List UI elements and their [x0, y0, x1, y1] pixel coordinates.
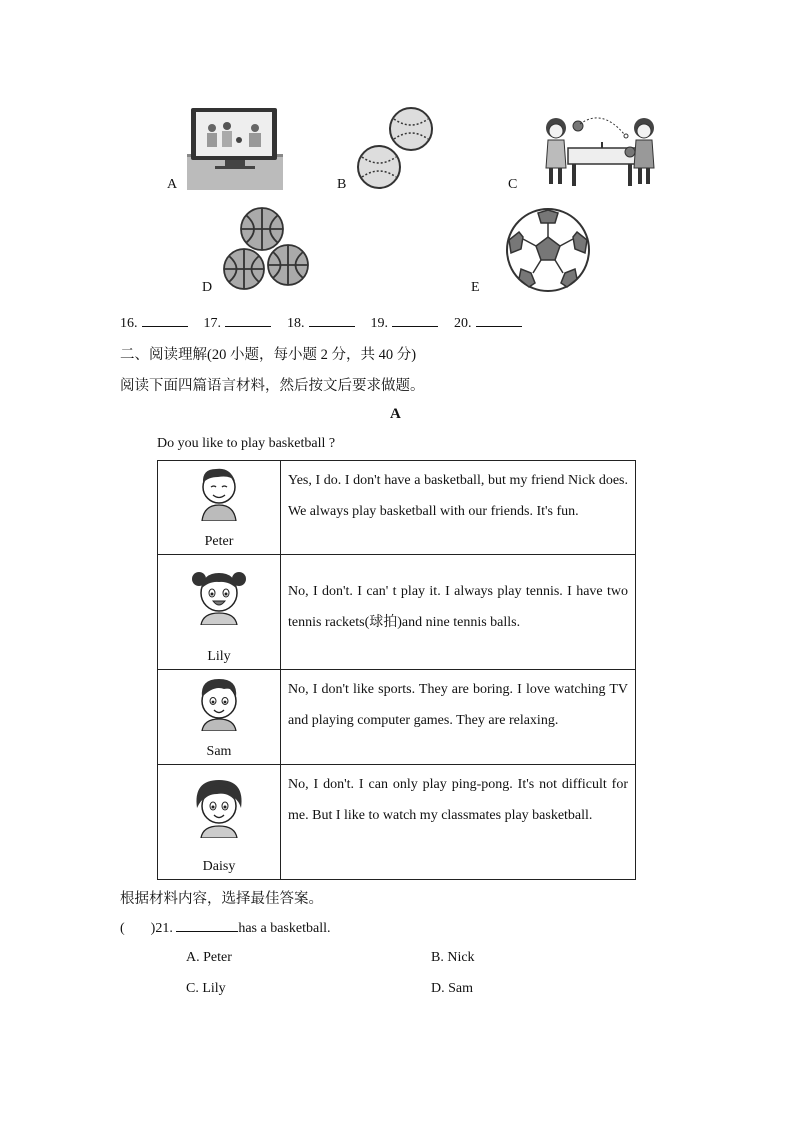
answer-18[interactable]: [287, 312, 355, 332]
person-cell-peter: [158, 461, 281, 555]
picture-label-c: C: [508, 177, 518, 192]
table-row: [158, 461, 636, 555]
girl-face-icon: [189, 774, 249, 838]
picture-d-basketballs: [222, 206, 312, 292]
answer-20[interactable]: [454, 312, 522, 332]
person-text: No, I don't. I can' t play it. I always play tennis. I have two tennis rackets(球拍)and nine tennis balls.: [281, 555, 636, 670]
option-c[interactable]: C. Lily: [186, 981, 226, 996]
choose-instruction: 根据材料内容，选择最佳答案。: [120, 891, 323, 907]
person-cell-sam: [158, 670, 281, 765]
option-a[interactable]: A. Peter: [186, 950, 232, 965]
passage-label: A: [390, 406, 401, 422]
answer-number: 20.: [454, 316, 472, 331]
picture-a-tv: [187, 106, 283, 190]
option-d[interactable]: D. Sam: [431, 981, 473, 996]
answer-16[interactable]: [120, 312, 188, 332]
question-21: [120, 918, 330, 937]
answer-blank[interactable]: [392, 312, 438, 327]
option-b[interactable]: B. Nick: [431, 950, 475, 965]
person-name: Daisy: [202, 859, 236, 874]
answer-number: 18.: [287, 316, 305, 331]
answer-17[interactable]: [204, 312, 272, 332]
picture-label-e: E: [471, 280, 480, 295]
passage-table: [157, 460, 636, 880]
answer-bracket-open[interactable]: (: [120, 921, 125, 936]
picture-b-baseballs: [356, 107, 436, 191]
boy-face-icon: [194, 675, 244, 731]
answer-blank[interactable]: [476, 312, 522, 327]
question-number: )21.: [150, 921, 173, 936]
answer-number: 17.: [203, 316, 221, 331]
picture-c-ping-pong: [540, 114, 664, 190]
person-cell-lily: [158, 555, 281, 670]
picture-e-soccer-ball: [505, 207, 591, 293]
answer-blank[interactable]: [225, 312, 271, 327]
person-cell-daisy: [158, 765, 281, 880]
girl-face-icon: [187, 565, 251, 625]
person-text: No, I don't. I can only play ping-pong. It's not difficult for me. But I like to watch my classmates play basketball.: [281, 765, 636, 880]
person-name: Sam: [206, 744, 232, 759]
section-instruction: 阅读下面四篇语言材料，然后按文后要求做题。: [120, 378, 425, 394]
boy-face-icon: [196, 465, 242, 521]
person-text: Yes, I do. I don't have a basketball, but my friend Nick does. We always play basketball with our friends. It's fun.: [281, 461, 636, 555]
answer-19[interactable]: [371, 312, 439, 332]
answer-blank[interactable]: [142, 312, 188, 327]
section-title: 二、阅读理解(20 小题，每小题 2 分，共 40 分): [120, 347, 417, 363]
answer-blank[interactable]: [309, 312, 355, 327]
tv-icon: [187, 106, 283, 190]
picture-label-b: B: [337, 177, 347, 192]
question-stem: has a basketball.: [238, 921, 331, 936]
soccer-ball-icon: [505, 207, 591, 293]
passage-question: Do you like to play basketball ?: [157, 436, 336, 451]
person-name: Lily: [207, 649, 231, 664]
table-row: [158, 670, 636, 765]
ping-pong-icon: [540, 114, 664, 190]
answer-blanks-row: [120, 312, 538, 332]
basketballs-icon: [222, 206, 312, 292]
table-row: [158, 765, 636, 880]
question-blank: [176, 918, 238, 932]
baseballs-icon: [356, 107, 436, 191]
answer-number: 16.: [120, 316, 138, 331]
answer-number: 19.: [370, 316, 388, 331]
person-name: Peter: [204, 534, 234, 549]
picture-label-d: D: [202, 280, 213, 295]
table-row: [158, 555, 636, 670]
person-text: No, I don't like sports. They are boring. I love watching TV and playing computer games. They are relaxing.: [281, 670, 636, 765]
picture-label-a: A: [167, 177, 178, 192]
